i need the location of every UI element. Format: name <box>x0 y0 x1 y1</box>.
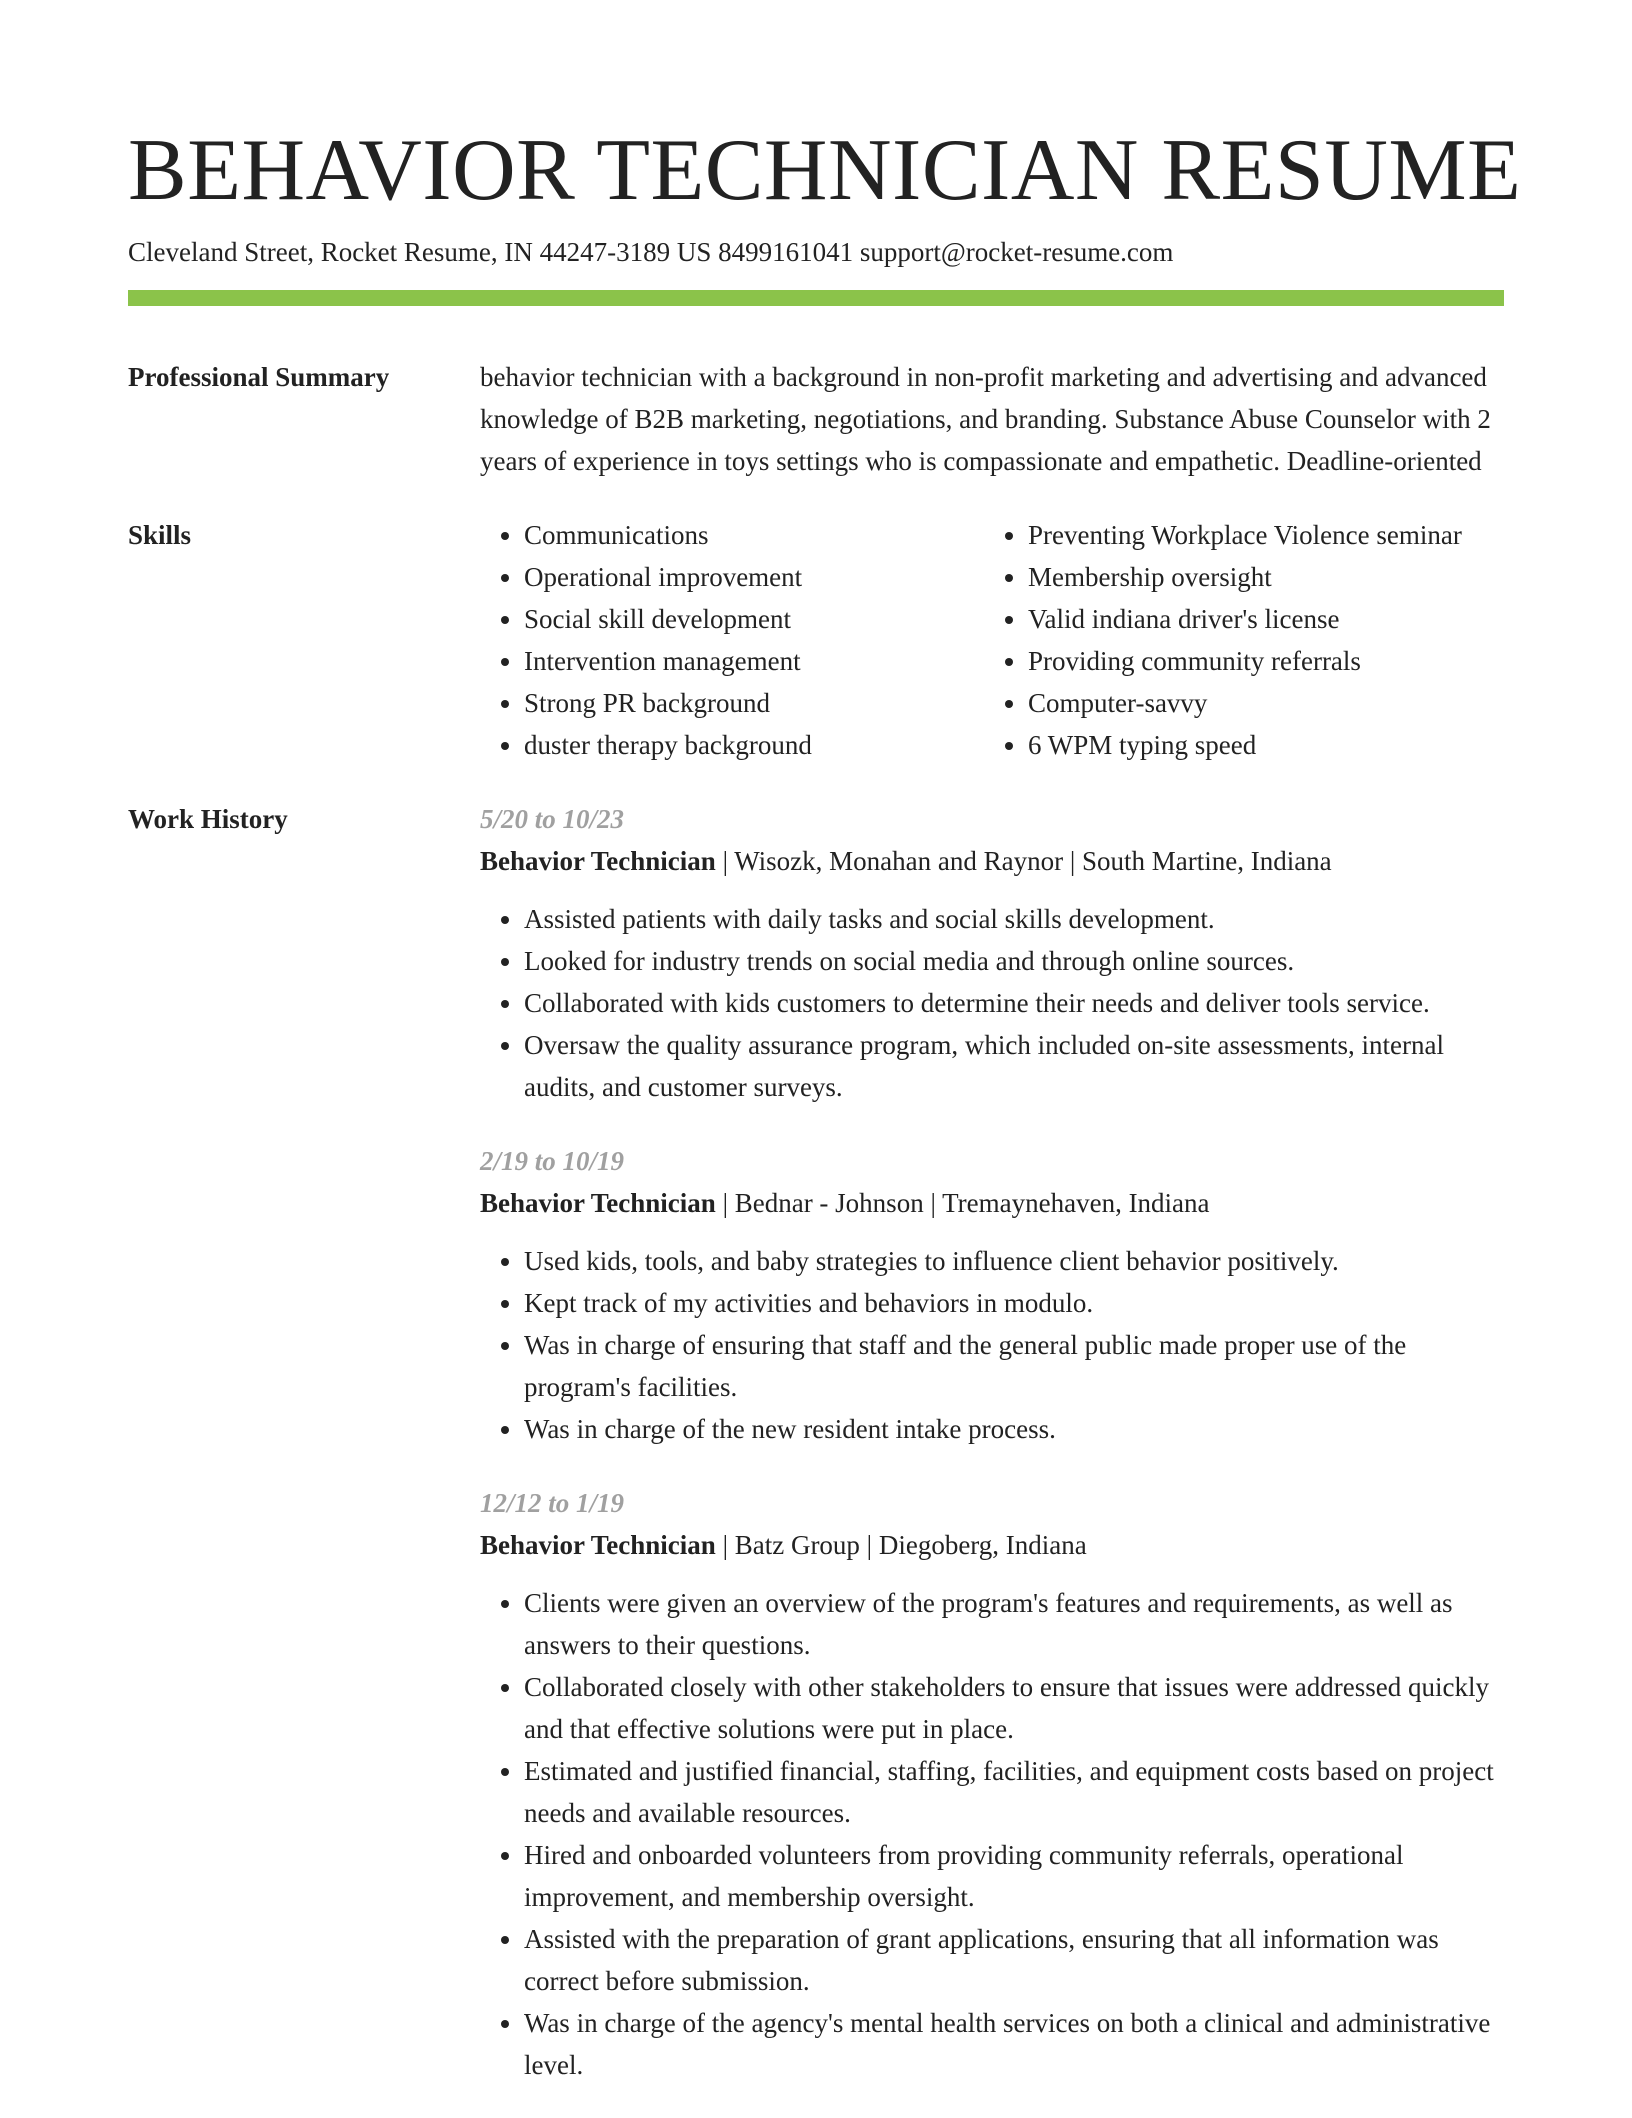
skill-item: • Communications <box>524 514 984 556</box>
job-bullet: • Assisted patients with daily tasks and social skills development. <box>524 898 1504 940</box>
summary-label: Professional Summary <box>128 362 390 392</box>
summary-text: behavior technician with a background in non-profit marketing and advertising and advanced knowledge of B2B marketing, negotiations, and branding. Substance Abuse Counselor with 2 years of experience in toys settings who is compassionate and empathetic. Deadline-oriented <box>480 362 1491 476</box>
header-divider <box>128 290 1504 306</box>
skill-item: • Preventing Workplace Violence seminar <box>1028 514 1504 556</box>
skill-item: • Operational improvement <box>524 556 984 598</box>
skills-column-left <box>480 514 984 766</box>
job-title: Behavior Technician <box>480 1530 716 1560</box>
job-entry <box>480 798 1504 1108</box>
skill-item: • Valid indiana driver's license <box>1028 598 1504 640</box>
work-history-label: Work History <box>128 804 288 834</box>
resume-title: BEHAVIOR TECHNICIAN RESUME <box>128 122 1522 219</box>
job-employer-location: | Bednar - Johnson | Tremaynehaven, Indiana <box>715 1188 1210 1218</box>
work-history-body <box>480 798 1504 2118</box>
job-bullet: • Collaborated with kids customers to determine their needs and deliver tools service. <box>524 982 1504 1024</box>
job-dates: 2/19 to 10/19 <box>480 1146 625 1176</box>
job-heading <box>480 1524 1504 1566</box>
skill-item: • Intervention management <box>524 640 984 682</box>
skill-item: • Computer-savvy <box>1028 682 1504 724</box>
resume-page <box>128 0 1522 2118</box>
skill-item: • duster therapy background <box>524 724 984 766</box>
job-title: Behavior Technician <box>480 846 716 876</box>
skill-item: • Social skill development <box>524 598 984 640</box>
job-employer-location: | Wisozk, Monahan and Raynor | South Martine, Indiana <box>715 846 1332 876</box>
job-bullet: • Was in charge of the new resident intake process. <box>524 1408 1504 1450</box>
job-bullets <box>480 898 1504 1108</box>
job-bullet: • Assisted with the preparation of grant applications, ensuring that all information was correct before submission. <box>524 1918 1504 2002</box>
job-bullet: • Was in charge of the agency's mental health services on both a clinical and administrative level. <box>524 2002 1504 2086</box>
job-bullet: • Looked for industry trends on social media and through online sources. <box>524 940 1504 982</box>
job-bullet: • Clients were given an overview of the program's features and requirements, as well as answers to their questions. <box>524 1582 1504 1666</box>
skill-item: • Providing community referrals <box>1028 640 1504 682</box>
skills-columns <box>480 514 1504 766</box>
job-bullet: • Collaborated closely with other stakeholders to ensure that issues were addressed quickly and that effective solutions were put in place. <box>524 1666 1504 1750</box>
job-heading <box>480 840 1504 882</box>
contact-line: Cleveland Street, Rocket Resume, IN 44247-3189 US 8499161041 support@rocket-resume.com <box>128 237 1174 267</box>
work-history-section <box>128 798 1504 2118</box>
job-heading <box>480 1182 1504 1224</box>
skills-label: Skills <box>128 520 192 550</box>
job-entry <box>480 1482 1504 2086</box>
job-dates: 12/12 to 1/19 <box>480 1488 625 1518</box>
skill-item: • 6 WPM typing speed <box>1028 724 1504 766</box>
skill-item: • Strong PR background <box>524 682 984 724</box>
job-bullet: • Oversaw the quality assurance program, which included on-site assessments, internal audits, and customer surveys. <box>524 1024 1504 1108</box>
skills-column-right <box>984 514 1504 766</box>
job-bullet: • Hired and onboarded volunteers from providing community referrals, operational improvement, and membership oversight. <box>524 1834 1504 1918</box>
job-entry <box>480 1140 1504 1450</box>
job-bullet: • Kept track of my activities and behaviors in modulo. <box>524 1282 1504 1324</box>
job-dates: 5/20 to 10/23 <box>480 804 625 834</box>
skills-section <box>128 514 1504 766</box>
job-employer-location: | Batz Group | Diegoberg, Indiana <box>715 1530 1087 1560</box>
job-bullets <box>480 1240 1504 1450</box>
skill-item: • Membership oversight <box>1028 556 1504 598</box>
job-bullet: • Used kids, tools, and baby strategies to influence client behavior positively. <box>524 1240 1504 1282</box>
job-bullet: • Was in charge of ensuring that staff and the general public made proper use of the program's facilities. <box>524 1324 1504 1408</box>
skills-body <box>480 514 1504 766</box>
summary-section <box>128 356 1504 482</box>
summary-body <box>480 356 1504 482</box>
job-bullets <box>480 1582 1504 2086</box>
job-title: Behavior Technician <box>480 1188 716 1218</box>
job-bullet: • Estimated and justified financial, staffing, facilities, and equipment costs based on project needs and available resources. <box>524 1750 1504 1834</box>
